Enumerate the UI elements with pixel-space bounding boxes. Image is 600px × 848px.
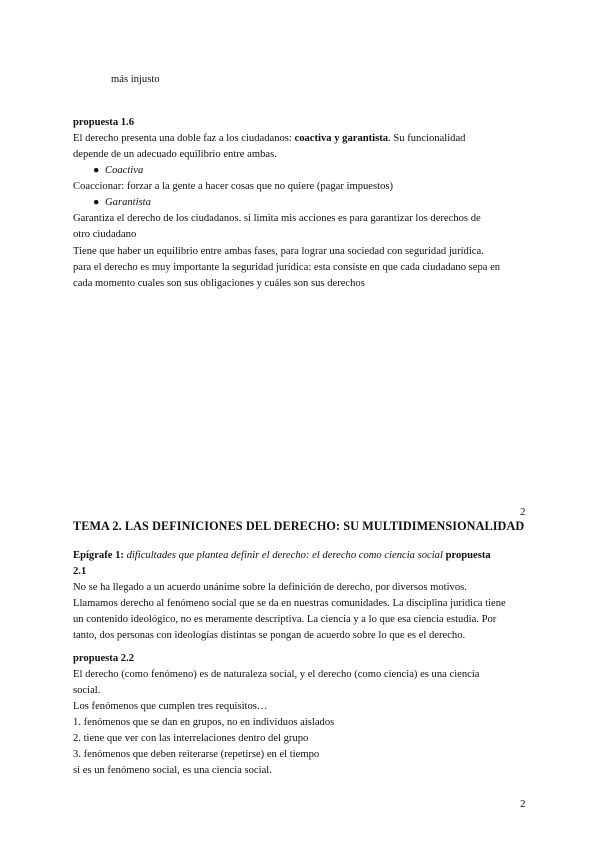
bullet-dot-icon: ●	[93, 197, 100, 208]
page-number: 2	[520, 506, 526, 518]
bullet-coactiva	[73, 163, 533, 179]
section-2-1-line: un contenido ideológico, no es meramente descriptiva. La ciencia y a lo que esa ciencia estudia. Por	[73, 614, 497, 625]
epigrafe-number: 2.1	[73, 566, 87, 577]
paragraph-line: cada momento cuales son sus obligaciones y cuáles son sus derechos	[73, 278, 365, 289]
chapter-heading: TEMA 2. LAS DEFINICIONES DEL DERECHO: SU MULTIDIMENSIONALIDAD	[73, 519, 525, 533]
section-2-2-line: El derecho (como fenómeno) es de naturaleza social, y el derecho (como ciencia) es una ciencia	[73, 669, 480, 680]
section-2-2-line: 2. tiene que ver con las interrelaciones dentro del grupo	[73, 733, 309, 744]
garantista-text: Garantiza el derecho de los ciudadanos. si limita mis acciones es para garantizar los derechos de	[73, 213, 481, 224]
epigrafe-propuesta: propuesta	[445, 550, 491, 561]
intro-line	[73, 131, 533, 147]
section-2-2-line: Los fenómenos que cumplen tres requisitos…	[73, 701, 268, 712]
section-2-2-line: social.	[73, 685, 101, 696]
paragraph-seguridad	[73, 244, 533, 292]
section-2-1-line: Llamamos derecho al fenómeno social que se da en nuestras comunidades. La disciplina jurídica tiene	[73, 598, 506, 609]
paragraph-line: para el derecho es muy importante la seguridad jurídica: esta consiste en que cada ciudadano sepa en	[73, 262, 501, 273]
section-2-2	[73, 651, 533, 779]
bullet-garantista	[73, 195, 533, 211]
bullet-dot-icon: ●	[93, 165, 100, 176]
paragraph-line: Tiene que haber un equilibrio entre ambas fases, para lograr una sociedad con seguridad jurídica.	[73, 246, 484, 257]
intro-text-end: . Su funcionalidad	[388, 133, 466, 144]
section-1-6	[73, 115, 533, 243]
section-2-2-line: 3. fenómenos que deben reiterarse (repetirse) en el tiempo	[73, 749, 320, 760]
intro-bold: coactiva y garantista	[294, 133, 389, 144]
top-line: más injusto	[111, 74, 160, 85]
epigrafe-1	[73, 548, 533, 644]
epigrafe-line	[73, 548, 533, 564]
section-title: propuesta 1.6	[73, 117, 135, 128]
bullet-label: Garantista	[105, 197, 151, 208]
epigrafe-label: Epígrafe 1:	[73, 550, 124, 561]
coactiva-text: Coaccionar: forzar a la gente a hacer cosas que no quiere (pagar impuestos)	[73, 181, 394, 192]
intro-text: El derecho presenta una doble faz a los ciudadanos:	[73, 133, 295, 144]
page-number: 2	[520, 798, 526, 810]
intro-line-2: depende de un adecuado equilibrio entre ambas.	[73, 149, 277, 160]
section-title: propuesta 2.2	[73, 653, 135, 664]
section-2-2-line: 1. fenómenos que se dan en grupos, no en individuos aislados	[73, 717, 335, 728]
bullet-label: Coactiva	[105, 165, 144, 176]
section-2-1-line: No se ha llegado a un acuerdo unánime sobre la definición de derecho, por diversos motivos.	[73, 582, 467, 593]
epigrafe-title: dificultades que plantea definir el derecho: el derecho como ciencia social	[126, 550, 443, 561]
section-2-2-line: si es un fenómeno social, es una ciencia social.	[73, 765, 272, 776]
garantista-text: otro ciudadano	[73, 229, 137, 240]
section-2-1-line: tanto, dos personas con ideologías distintas se pongan de acuerdo sobre lo que es el derecho.	[73, 630, 466, 641]
